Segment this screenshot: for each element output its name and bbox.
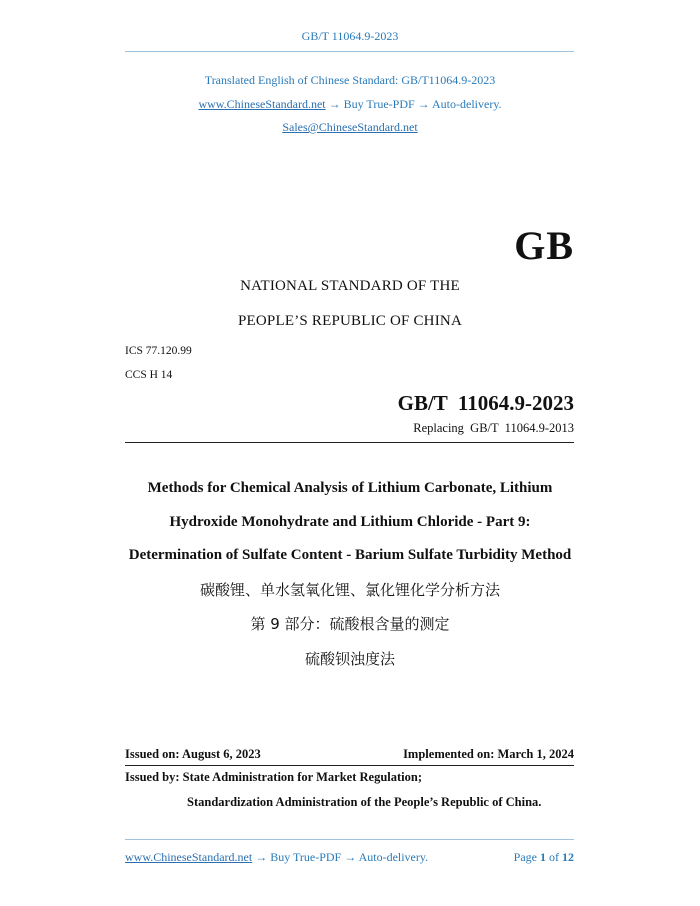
title-zh-line-2: 第 9 部分：硫酸根含量的测定 xyxy=(250,615,450,633)
title-en-line-1: Methods for Chemical Analysis of Lithium Carbonate, Lithium xyxy=(147,480,553,496)
issued-by: Issued by: State Administration for Market Regulation; xyxy=(125,770,422,784)
issued-divider xyxy=(125,765,574,766)
issued-on-date: Issued on: August 6, 2023 xyxy=(125,747,261,761)
title-en-line-3: Determination of Sulfate Content - Barium Sulfate Turbidity Method xyxy=(128,547,572,563)
footer-purchase-line xyxy=(125,850,428,865)
standard-number: GB/T 11064.9-2023 xyxy=(397,391,574,415)
header-divider xyxy=(125,51,574,52)
email-line xyxy=(0,120,700,135)
gb-logo: GB xyxy=(514,223,574,268)
ics-code: ICS 77.120.99 xyxy=(125,345,192,357)
national-standard-line-1: NATIONAL STANDARD OF THE xyxy=(240,278,460,294)
footer-site-link[interactable]: www.ChineseStandard.net xyxy=(125,850,253,864)
implemented-on-date: Implemented on: March 1, 2024 xyxy=(403,747,574,761)
site-link[interactable]: www.ChineseStandard.net xyxy=(198,97,326,111)
title-zh-line-1: 碳酸锂、单水氢氧化锂、氯化锂化学分析方法 xyxy=(199,581,500,599)
page-label: Page xyxy=(513,850,537,864)
national-standard-line-2: PEOPLE’S REPUBLIC OF CHINA xyxy=(238,313,462,329)
page-total: 12 xyxy=(562,850,574,864)
translated-note: Translated English of Chinese Standard: GB/T11064.9-2023 xyxy=(204,73,496,87)
footer-divider xyxy=(125,839,574,840)
page-indicator xyxy=(514,850,574,865)
page-of: of xyxy=(549,850,559,864)
purchase-line xyxy=(0,97,700,112)
title-divider xyxy=(125,442,574,443)
issued-by-line-2: Standardization Administration of the People’s Republic of China. xyxy=(187,795,542,809)
header-standard-code: GB/T 11064.9-2023 xyxy=(301,29,399,43)
footer-buy-text: → Buy True-PDF → Auto-delivery. xyxy=(255,850,429,864)
email-link[interactable]: Sales@ChineseStandard.net xyxy=(282,120,418,134)
title-zh-line-3: 硫酸钡浊度法 xyxy=(304,650,395,668)
ccs-code: CCS H 14 xyxy=(125,369,173,381)
page-current: 1 xyxy=(540,850,546,864)
title-en-line-2: Hydroxide Monohydrate and Lithium Chloride - Part 9: xyxy=(169,514,531,530)
replacing-standard: Replacing GB/T 11064.9-2013 xyxy=(413,421,574,435)
buy-text: → Buy True-PDF → Auto-delivery. xyxy=(328,97,502,111)
